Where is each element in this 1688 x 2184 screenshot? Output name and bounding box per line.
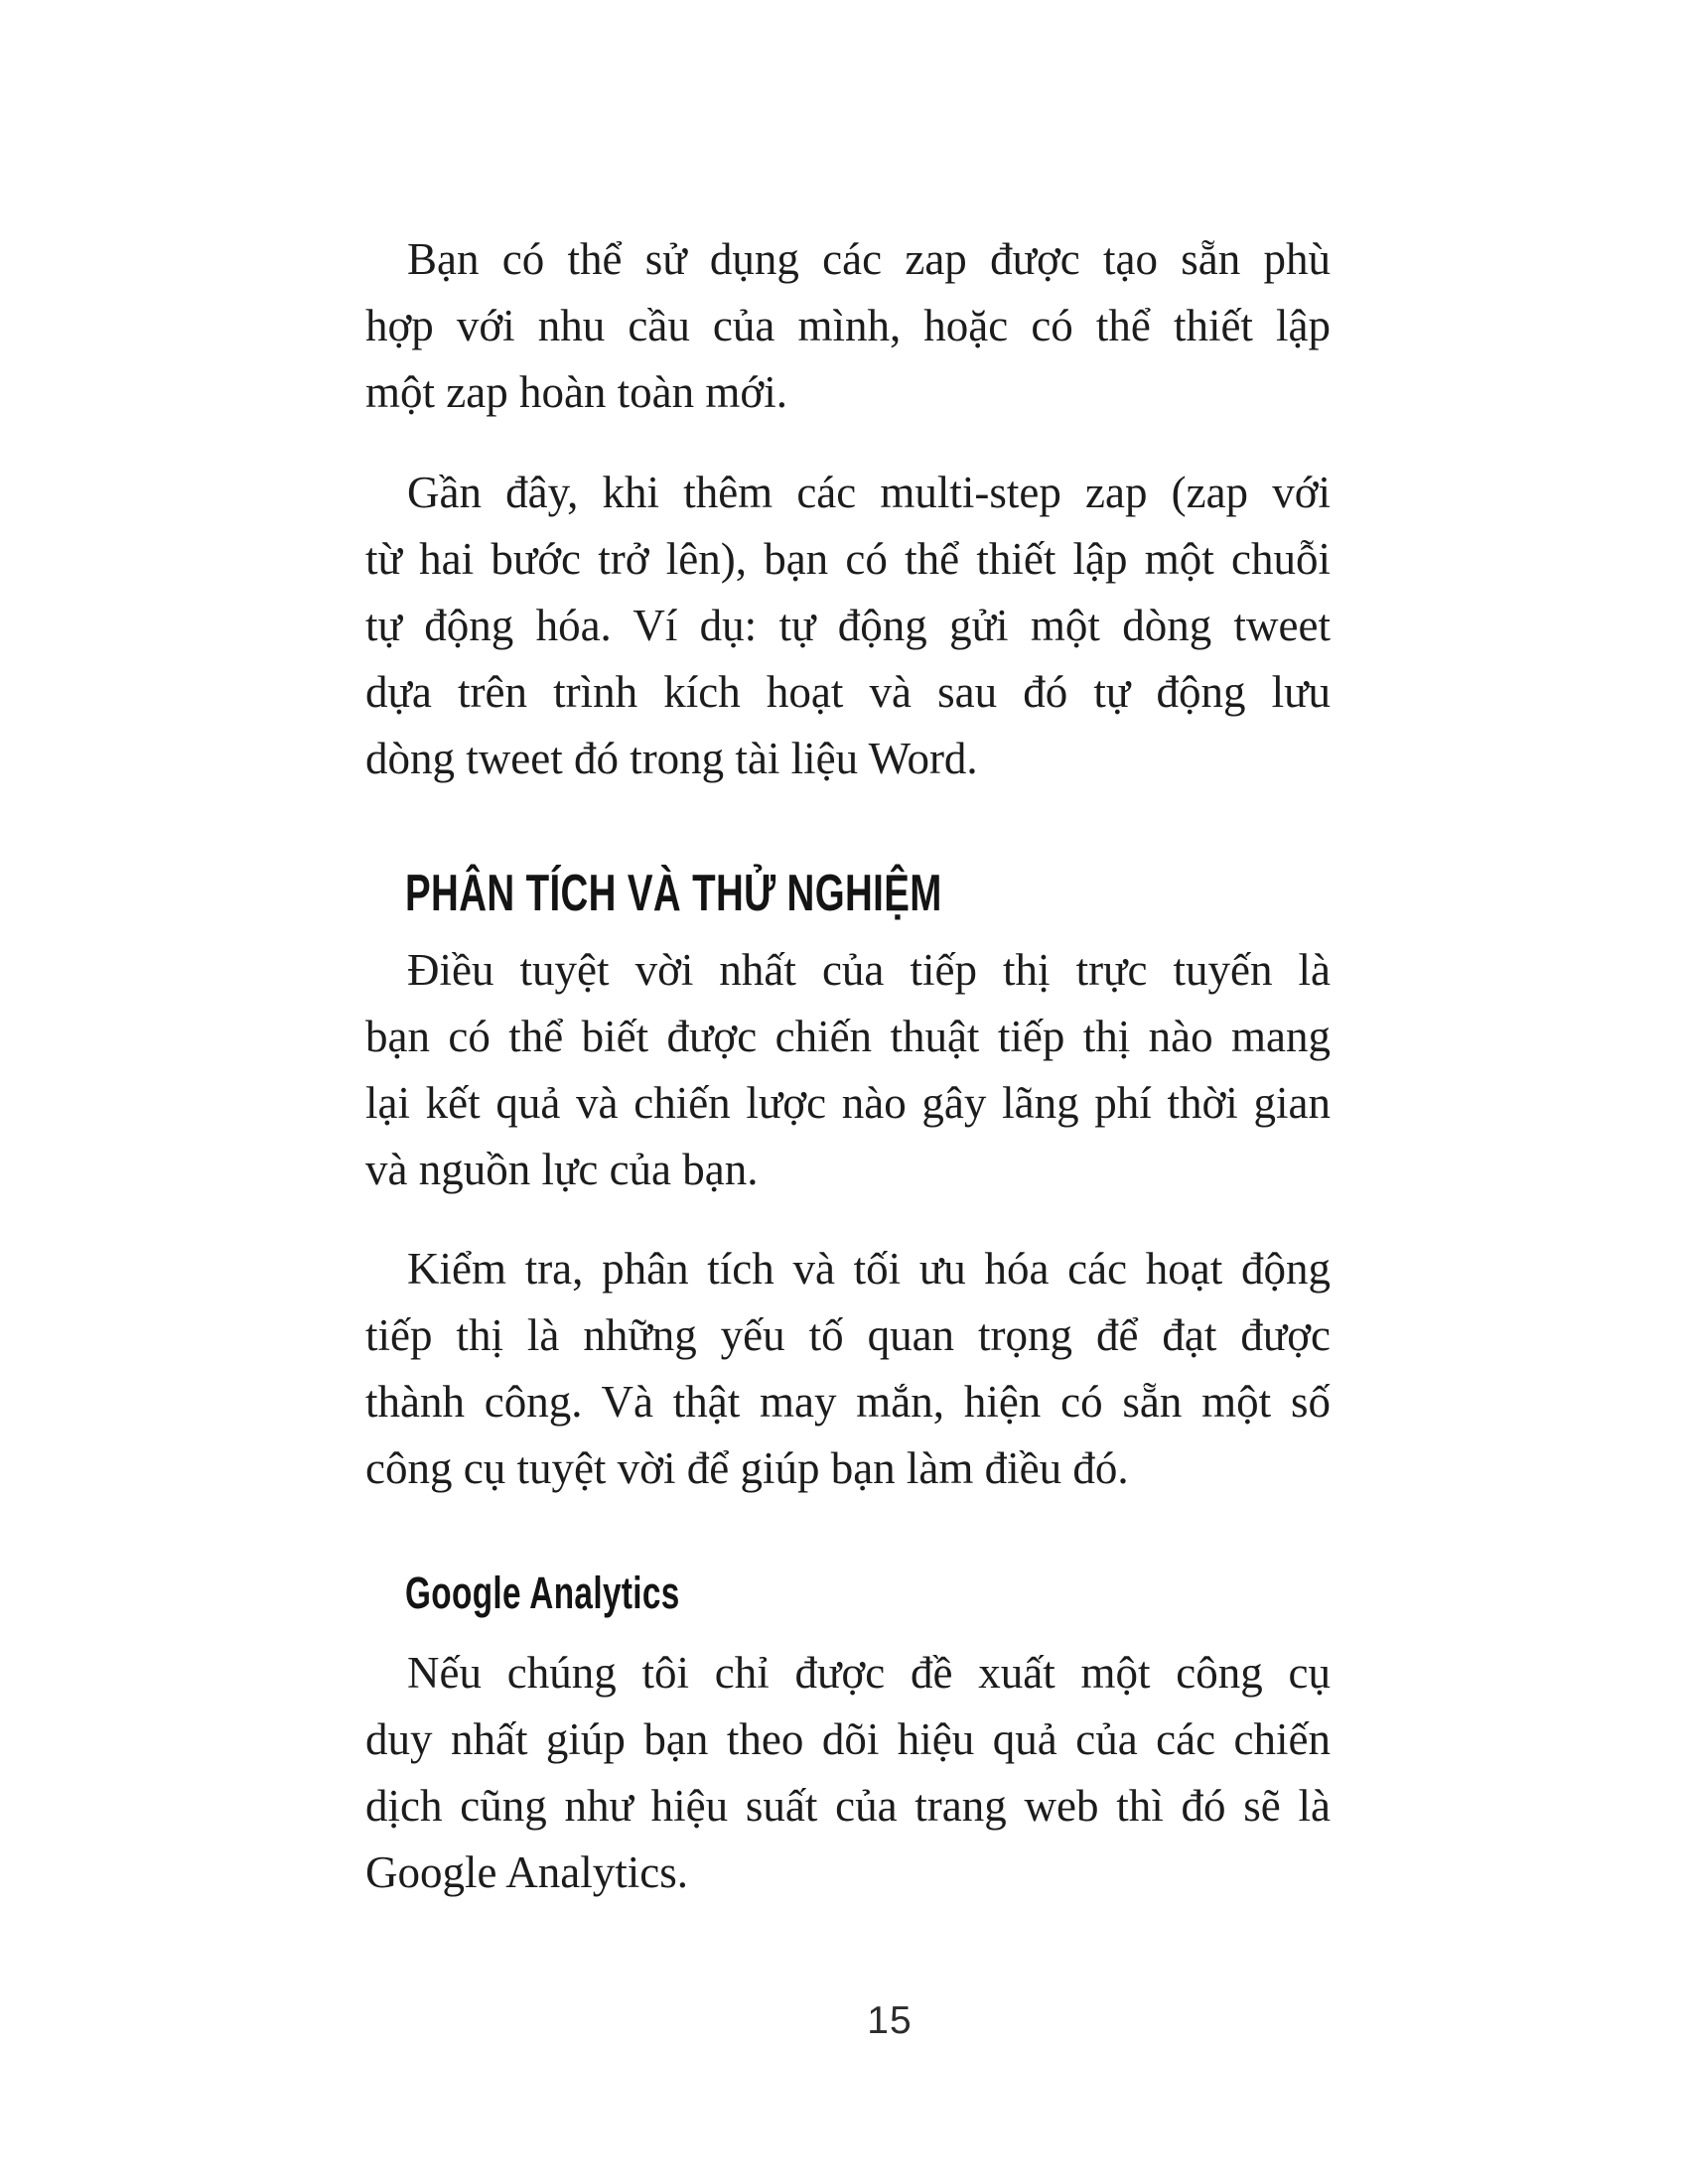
text-line: hợp với nhu cầu của mình, hoặc có thể thiết lập xyxy=(365,301,1331,350)
text-line: lại kết quả và chiến lược nào gây lãng phí thời gian xyxy=(365,1078,1331,1128)
text-line: tiếp thị là những yếu tố quan trọng để đạt được xyxy=(365,1310,1331,1360)
paragraph-multistep-zap xyxy=(365,460,1331,792)
text-line: dòng tweet đó trong tài liệu Word. xyxy=(365,734,978,783)
paragraph-zap-intro xyxy=(365,226,1331,426)
text-line: duy nhất giúp bạn theo dõi hiệu quả của các chiến xyxy=(365,1714,1331,1764)
text-line: Điều tuyệt vời nhất của tiếp thị trực tuyến là xyxy=(407,945,1331,995)
text-line: Kiểm tra, phân tích và tối ưu hóa các hoạt động xyxy=(407,1244,1331,1294)
subsection-heading-google-analytics xyxy=(365,1569,1370,1618)
paragraph-online-marketing-benefit xyxy=(365,937,1331,1203)
paragraph-google-analytics-intro xyxy=(365,1640,1331,1906)
text-line: từ hai bước trở lên), bạn có thể thiết lập một chuỗi xyxy=(365,534,1331,584)
text-line: công cụ tuyệt vời để giúp bạn làm điều đó. xyxy=(365,1443,1129,1493)
text-line: Google Analytics. xyxy=(365,1847,688,1897)
text-line: thành công. Và thật may mắn, hiện có sẵn một số xyxy=(365,1377,1331,1427)
text-line: dịch cũng như hiệu suất của trang web thì đó sẽ là xyxy=(365,1781,1331,1831)
text-line: bạn có thể biết được chiến thuật tiếp thị nào mang xyxy=(365,1012,1331,1061)
text-line: tự động hóa. Ví dụ: tự động gửi một dòng tweet xyxy=(365,601,1331,650)
text-line: Nếu chúng tôi chỉ được đề xuất một công cụ xyxy=(407,1648,1331,1698)
text-line: Bạn có thể sử dụng các zap được tạo sẵn phù xyxy=(407,234,1331,284)
text-line: và nguồn lực của bạn. xyxy=(365,1145,759,1194)
text-line: dựa trên trình kích hoạt và sau đó tự động lưu xyxy=(365,667,1331,717)
section-heading-phan-tich-va-thu-nghiem xyxy=(365,866,1370,921)
subsection-heading-text: Google Analytics xyxy=(405,1568,680,1618)
text-line: Gần đây, khi thêm các multi-step zap (zap với xyxy=(407,468,1331,517)
page-number: 15 xyxy=(867,1999,913,2042)
paragraph-testing-optimization xyxy=(365,1236,1331,1502)
text-line: một zap hoàn toàn mới. xyxy=(365,367,787,417)
section-heading-text: PHÂN TÍCH VÀ THỬ NGHIỆM xyxy=(405,865,942,922)
